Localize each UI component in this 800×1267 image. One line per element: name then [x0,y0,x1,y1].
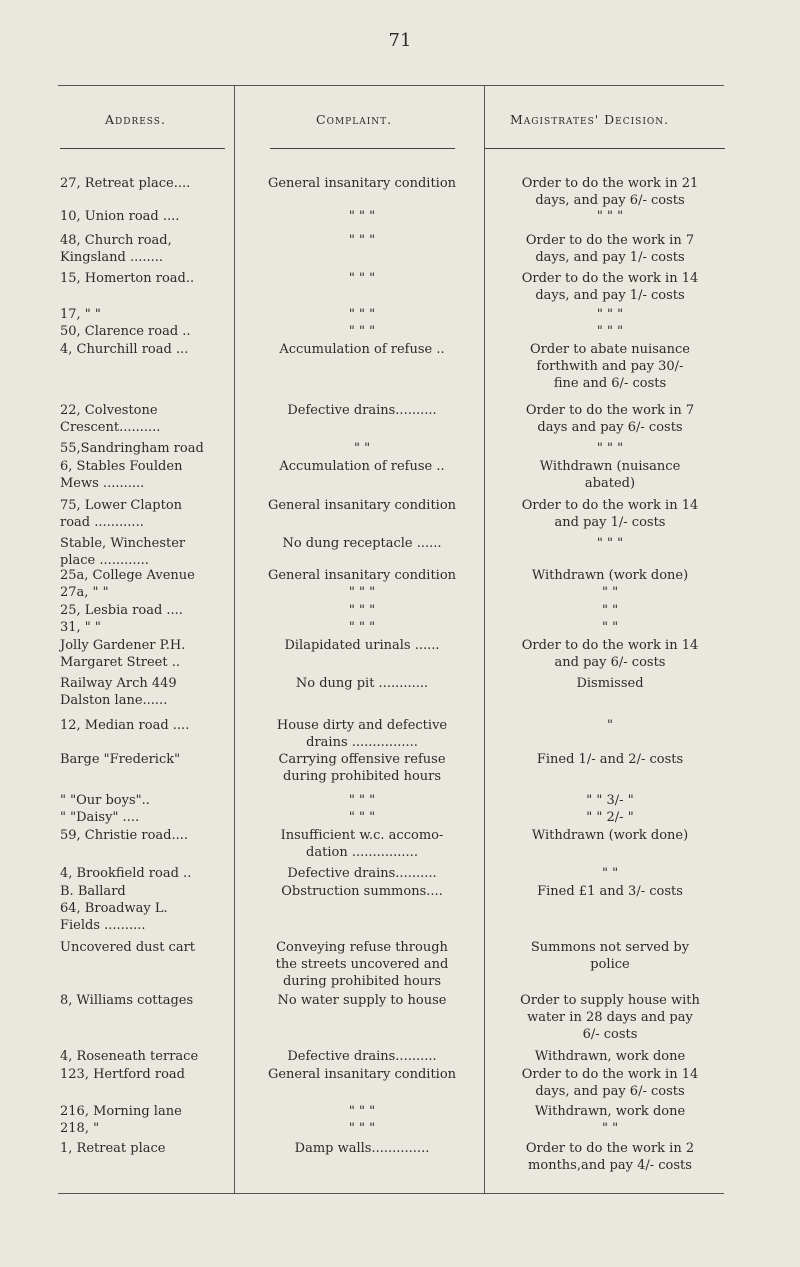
complaint-cell: " " " [348,793,376,808]
address-cell: 4, Churchill road ... [60,342,189,357]
address-cell: B. Ballard 64, Broadway L. Fields .......... [60,884,168,933]
complaint-cell: " " " [348,810,376,825]
complaint-cell: " " " [348,307,376,322]
address-cell: 4, Roseneath terrace [60,1049,199,1064]
decision-cell: Withdrawn (work done) [531,568,689,583]
decision-cell: Fined 1/- and 2/- costs [536,752,684,767]
complaint-cell: Defective drains.......... [287,1049,437,1064]
header-rule-address [60,148,225,149]
header-decision: Magistrates' Decision. [510,112,670,127]
header-address: Address. [105,112,166,127]
complaint-cell: General insanitary condition [267,568,457,583]
address-cell: Uncovered dust cart [60,940,196,955]
complaint-cell: " " " [348,603,376,618]
decision-cell: Order to do the work in 7 days and pay 6/- costs [525,403,695,435]
decision-cell: Order to do the work in 2 months,and pay 4/- costs [525,1141,695,1173]
address-cell: Jolly Gardener P.H. Margaret Street .. [60,638,186,670]
complaint-cell: " " " [348,209,376,224]
decision-cell: " " [601,1121,619,1136]
address-cell: 22, Colvestone Crescent.......... [60,403,161,435]
address-cell: 25, Lesbia road .... [60,603,183,618]
header-rule-complaint [270,148,455,149]
decision-cell: " " [601,585,619,600]
decision-cell: " " 2/- " [586,810,634,825]
decision-cell: " " [601,620,619,635]
complaint-cell: House dirty and defective drains ................ [276,718,448,750]
complaint-cell: " " " [348,233,376,248]
address-cell: 218, " [60,1121,100,1136]
complaint-cell: " " " [348,324,376,339]
decision-cell: Summons not served by police [530,940,690,972]
address-cell: 15, Homerton road.. [60,271,195,286]
decision-cell: Order to do the work in 14 days, and pay 1/- costs [521,271,699,303]
address-cell: " "Daisy" .... [60,810,140,825]
complaint-cell: " " " [348,585,376,600]
complaint-cell: General insanitary condition [267,498,457,513]
decision-cell: " " " [596,307,624,322]
address-cell: 31, " " [60,620,101,635]
decision-cell: " " " [596,441,624,456]
decision-cell: " " " [596,324,624,339]
address-cell: 1, Retreat place [60,1141,166,1156]
complaint-cell: No dung receptacle ...... [282,536,442,551]
complaint-cell: Defective drains.......... [287,403,437,418]
decision-cell: Order to do the work in 14 and pay 6/- costs [521,638,699,670]
decision-cell: " " " [596,536,624,551]
complaint-cell: " " " [348,271,376,286]
address-cell: 50, Clarence road .. [60,324,191,339]
decision-cell: Withdrawn (work done) [531,828,689,843]
top-border [58,85,724,86]
decision-cell: Order to do the work in 14 days, and pay 6/- costs [521,1067,699,1099]
address-cell: 75, Lower Clapton road ............ [60,498,183,530]
address-cell: 48, Church road, Kingsland ........ [60,233,172,265]
address-cell: 17, " " [60,307,101,322]
decision-cell: " " " [596,209,624,224]
decision-cell: Dismissed [576,676,644,691]
decision-cell: Order to supply house with water in 28 days and pay 6/- costs [520,993,700,1042]
decision-cell: " " 3/- " [586,793,634,808]
address-cell: Barge "Frederick" [60,752,181,767]
decision-cell: Order to do the work in 14 and pay 1/- costs [521,498,699,530]
address-cell: 123, Hertford road [60,1067,185,1082]
address-cell: 55,Sandringham road [60,441,204,456]
decision-cell: Withdrawn, work done [534,1104,686,1119]
complaint-cell: Accumulation of refuse .. [279,459,445,474]
address-cell: 59, Christie road.... [60,828,189,843]
address-cell: 25a, College Avenue [60,568,195,583]
complaint-cell: " " " [348,1121,376,1136]
complaint-cell: Accumulation of refuse .. [279,342,445,357]
decision-cell: Order to do the work in 21 days, and pay 6/- costs [521,176,699,208]
decision-cell: " " [601,603,619,618]
header-complaint: Complaint. [316,112,393,127]
address-cell: 27a, " " [60,585,109,600]
address-cell: 10, Union road .... [60,209,180,224]
complaint-cell: Damp walls.............. [294,1141,430,1156]
decision-cell: " " [601,866,619,881]
complaint-cell: Defective drains.......... [287,866,437,881]
header-rule-decision [485,148,725,149]
complaint-cell: General insanitary condition [267,176,457,191]
complaint-cell: " " " [348,1104,376,1119]
address-cell: " "Our boys".. [60,793,150,808]
bottom-border [58,1193,724,1194]
decision-cell: Withdrawn (nuisance abated) [539,459,681,491]
address-cell: 6, Stables Foulden Mews .......... [60,459,183,491]
complaint-cell: Dilapidated urinals ...... [284,638,440,653]
decision-cell: Fined £1 and 3/- costs [537,884,683,899]
address-cell: Railway Arch 449 Dalston lane...... [60,676,177,708]
complaint-cell: Obstruction summons.... [281,884,443,899]
address-cell: 27, Retreat place.... [60,176,191,191]
complaint-cell: No dung pit ............ [295,676,429,691]
decision-cell: " [607,718,613,733]
complaint-cell: Insufficient w.c. accomo- dation ................ [280,828,444,860]
address-cell: 8, Williams cottages [60,993,194,1008]
complaint-cell: No water supply to house [277,993,447,1008]
complaint-cell: General insanitary condition [267,1067,457,1082]
address-cell: 4, Brookfield road .. [60,866,192,881]
complaint-cell: " " [353,441,371,456]
address-cell: 12, Median road .... [60,718,190,733]
complaint-cell: Conveying refuse through the streets uncovered and during prohibited hours [275,940,449,989]
column-divider-2 [484,85,485,1193]
address-cell: Stable, Winchester place ............ [60,536,186,568]
complaint-cell: Carrying offensive refuse during prohibited hours [278,752,446,784]
decision-cell: Order to abate nuisance forthwith and pay 30/- fine and 6/- costs [530,342,690,391]
complaint-cell: " " " [348,620,376,635]
decision-cell: Withdrawn, work done [534,1049,686,1064]
page-number: 71 [388,30,412,51]
address-cell: 216, Morning lane [60,1104,182,1119]
decision-cell: Order to do the work in 7 days, and pay 1/- costs [525,233,695,265]
